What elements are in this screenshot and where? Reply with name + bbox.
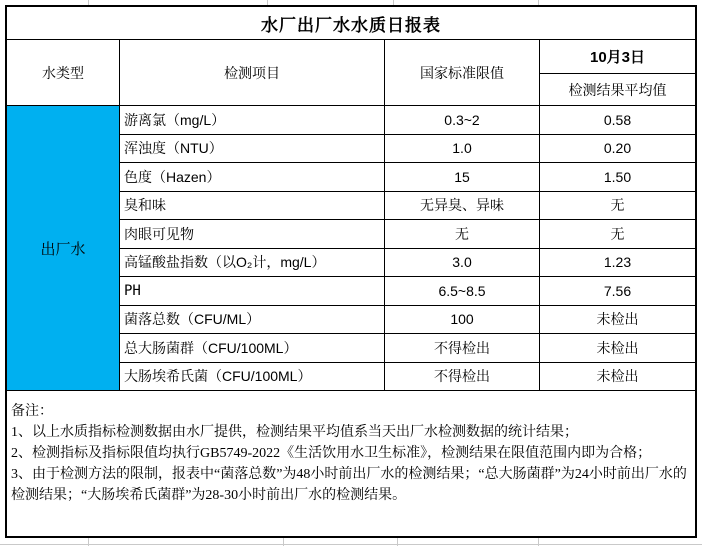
row-item: 游离氯（mg/L） — [120, 106, 385, 135]
row-item: 菌落总数（CFU/ML） — [120, 306, 385, 335]
row-standard: 1.0 — [385, 135, 540, 164]
row-result: 1.50 — [540, 163, 695, 192]
header-standard: 国家标准限值 — [385, 40, 540, 106]
row-result: 无 — [540, 220, 695, 249]
gridline-stub — [397, 538, 398, 546]
row-standard: 无 — [385, 220, 540, 249]
note-line-3: 3、由于检测方法的限制，报表中“菌落总数”为48小时前出厂水的检测结果；“总大肠菌群”为24小时前出厂水的检测结果；“大肠埃希氏菌群”为28-30小时前出厂水的检测结果。 — [11, 467, 687, 503]
header-date-group — [540, 40, 695, 106]
gridline-stub — [88, 538, 89, 546]
page-title: 水厂出厂水水质日报表 — [7, 7, 695, 40]
header-water-type: 水类型 — [7, 40, 120, 106]
table-body — [7, 106, 695, 391]
row-result: 1.23 — [540, 249, 695, 278]
row-result: 7.56 — [540, 277, 695, 306]
notes-label: 备注： — [11, 404, 53, 419]
gridline-stub — [283, 538, 284, 546]
row-item: 肉眼可见物 — [120, 220, 385, 249]
row-item: 总大肠菌群（CFU/100ML） — [120, 334, 385, 363]
row-standard: 3.0 — [385, 249, 540, 278]
row-result: 无 — [540, 192, 695, 221]
row-item: 浑浊度（NTU） — [120, 135, 385, 164]
row-result: 未检出 — [540, 334, 695, 363]
row-standard: 不得检出 — [385, 334, 540, 363]
row-standard: 100 — [385, 306, 540, 335]
water-quality-report-table — [5, 5, 697, 538]
row-result: 未检出 — [540, 306, 695, 335]
notes-block — [7, 391, 695, 536]
gridline-stub — [0, 544, 702, 545]
note-line-2: 2、检测指标及指标限值均执行GB5749-2022《生活饮用水卫生标准》，检测结果在限值范围内即为合格； — [11, 446, 652, 461]
header-date: 10月3日 — [540, 40, 695, 74]
row-result: 未检出 — [540, 363, 695, 392]
row-standard: 不得检出 — [385, 363, 540, 392]
row-item: 高锰酸盐指数（以O₂计，mg/L） — [120, 249, 385, 278]
table-header — [7, 40, 695, 106]
row-standard: 无异臭、异味 — [385, 192, 540, 221]
header-item: 检测项目 — [120, 40, 385, 106]
header-result-avg: 检测结果平均值 — [568, 81, 667, 98]
row-item: 色度（Hazen） — [120, 163, 385, 192]
row-standard: 6.5~8.5 — [385, 277, 540, 306]
note-line-1: 1、以上水质指标检测数据由水厂提供，检测结果平均值系当天出厂水检测数据的统计结果； — [11, 425, 578, 440]
row-result: 0.20 — [540, 135, 695, 164]
row-standard: 0.3~2 — [385, 106, 540, 135]
row-item: PH — [120, 277, 385, 306]
gridline-stub — [538, 538, 539, 546]
row-item: 大肠埃希氏菌（CFU/100ML） — [120, 363, 385, 392]
row-item: 臭和味 — [120, 192, 385, 221]
water-type-cell: 出厂水 — [7, 106, 120, 391]
row-standard: 15 — [385, 163, 540, 192]
row-result: 0.58 — [540, 106, 695, 135]
